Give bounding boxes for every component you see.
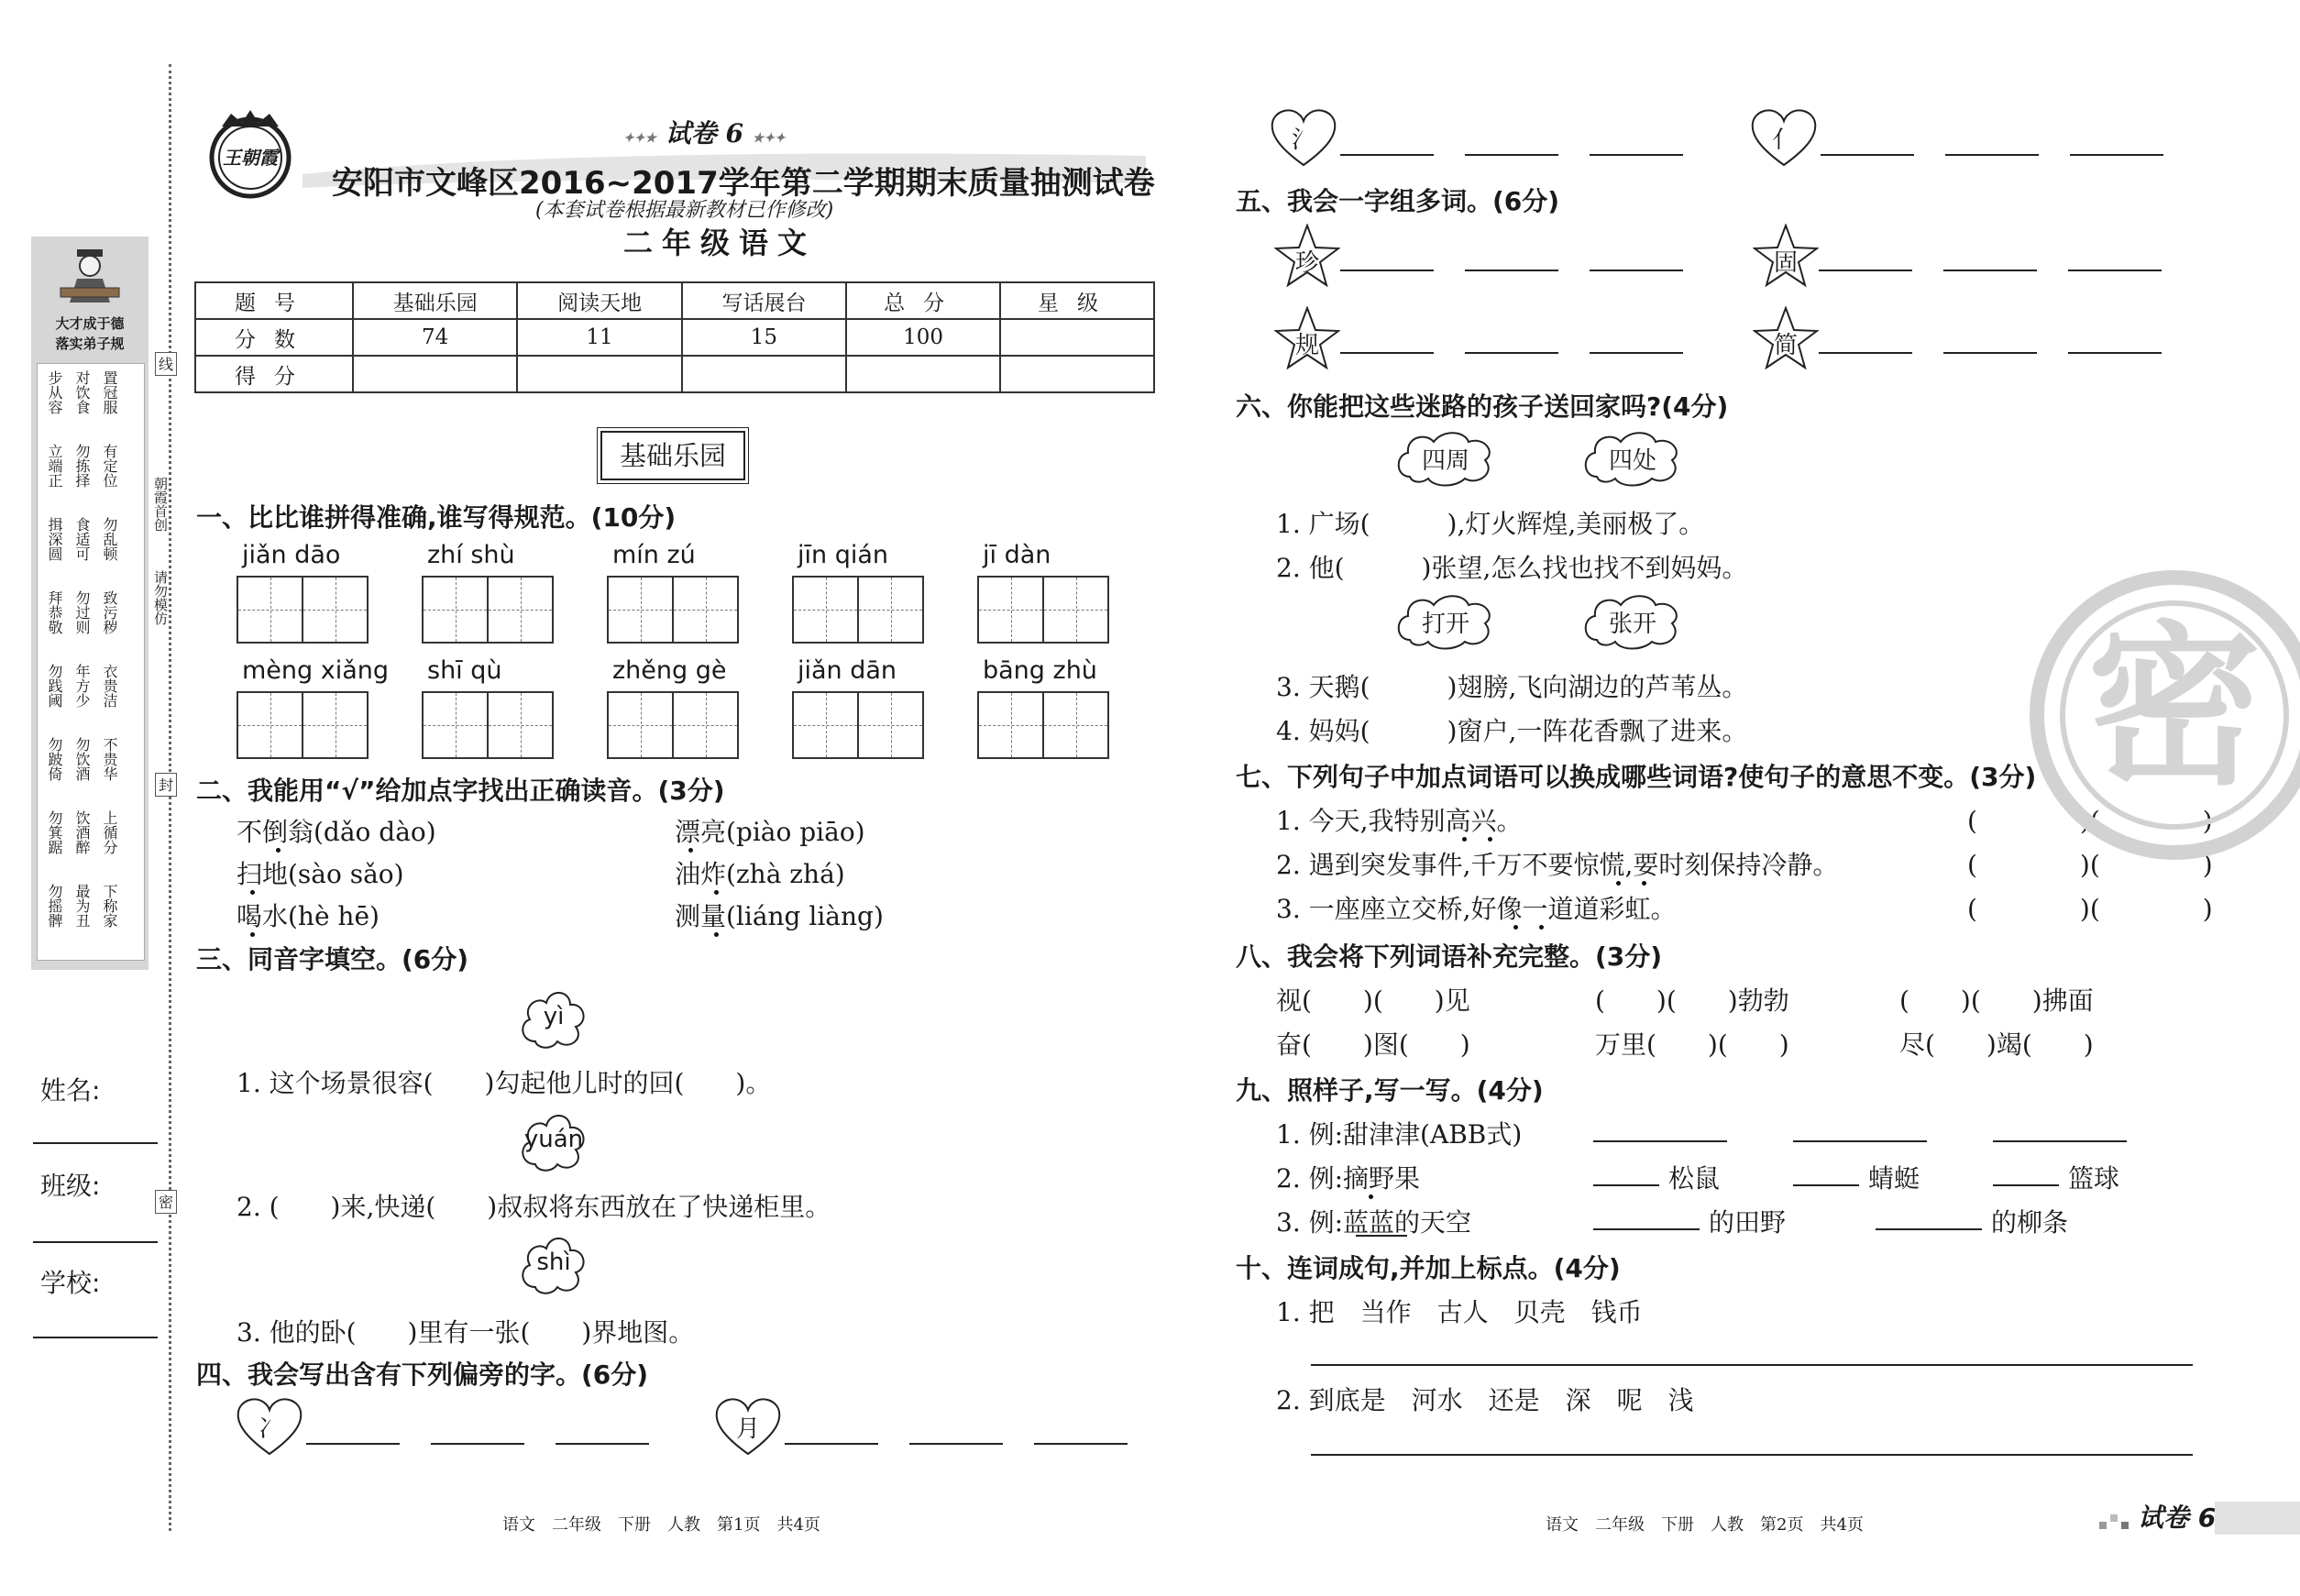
star-char: 简 bbox=[1773, 332, 1798, 359]
rule-column: 立端正 bbox=[46, 444, 63, 488]
grid-cell[interactable] bbox=[238, 578, 303, 642]
rule-column: 下称家 bbox=[101, 884, 118, 928]
q6-line: 1. 广场( ),灯火辉煌,美丽极了。 bbox=[1276, 509, 1705, 539]
q6-line: 2. 他( )张望,怎么找也找不到妈妈。 bbox=[1276, 553, 1748, 583]
q4-answer-blank[interactable] bbox=[1945, 152, 2039, 156]
q9-example: 1. 例:甜津津(ABB式) bbox=[1276, 1119, 1523, 1150]
q9-blank[interactable] bbox=[1993, 1183, 2059, 1186]
th-basics: 基础乐园 bbox=[353, 282, 517, 319]
q4-answer-blank[interactable] bbox=[306, 1441, 400, 1445]
q4-title: 四、我会写出含有下列偏旁的字。(6分) bbox=[196, 1359, 649, 1390]
q2-item: 漂亮(piào piāo) bbox=[675, 817, 865, 847]
grid-cell[interactable] bbox=[303, 693, 367, 757]
rule-column: 衣贵洁 bbox=[101, 664, 118, 708]
cloud-bubble bbox=[517, 983, 590, 1056]
q8-item: ( )( )拂面 bbox=[1899, 985, 2094, 1016]
q9-word: 的柳条 bbox=[1991, 1207, 2069, 1238]
name-field[interactable] bbox=[33, 1140, 158, 1144]
q2-item: 测量(liáng liàng) bbox=[675, 901, 884, 931]
q6-title: 六、你能把这些迷路的孩子送回家吗?(4分) bbox=[1236, 391, 1729, 422]
footer-right: 语文 二年级 下册 人教 第2页 共4页 bbox=[1546, 1515, 1864, 1535]
pinyin-label: jiǎn dān bbox=[798, 656, 897, 685]
grid-cell[interactable] bbox=[489, 578, 552, 642]
q9-word: 篮球 bbox=[2068, 1163, 2120, 1194]
q9-blank[interactable] bbox=[1793, 1183, 1859, 1186]
heart-radical-box bbox=[1269, 106, 1338, 169]
q4-answer-blank[interactable] bbox=[909, 1441, 1003, 1445]
margin-mark-secret-text: 密 bbox=[158, 1194, 173, 1211]
pinyin-label: mín zú bbox=[612, 541, 696, 569]
q9-example: 3. 例:蓝蓝的天空 bbox=[1276, 1207, 1472, 1238]
grid-cell[interactable] bbox=[238, 693, 303, 757]
grade-subject: 二年级语文 bbox=[623, 226, 817, 260]
radical-text: 月 bbox=[735, 1415, 760, 1443]
q9-word: 的田野 bbox=[1709, 1207, 1787, 1238]
paper-tag bbox=[623, 114, 786, 150]
td-points-stars bbox=[1000, 319, 1154, 356]
q8-item: 万里( )( ) bbox=[1595, 1029, 1789, 1060]
score-table-got-row bbox=[195, 356, 1154, 392]
margin-mark-line bbox=[155, 352, 177, 376]
binding-line bbox=[169, 64, 171, 1531]
td-points-reading: 11 bbox=[517, 319, 681, 356]
grid-cell[interactable] bbox=[674, 693, 737, 757]
q5-answer-blank[interactable] bbox=[2068, 268, 2162, 271]
sidebar-motto-2: 落实弟子规 bbox=[55, 336, 125, 352]
rule-column: 勿箕踞 bbox=[46, 810, 63, 854]
writing-grid[interactable] bbox=[977, 691, 1109, 759]
section-badge: 基础乐园 bbox=[600, 431, 745, 480]
star-char-box bbox=[1753, 306, 1819, 370]
q5-answer-blank[interactable] bbox=[1590, 350, 1683, 354]
margin-mark-seal bbox=[155, 773, 177, 797]
sidebar-motto-panel bbox=[31, 237, 149, 970]
class-field[interactable] bbox=[33, 1239, 158, 1243]
q4-answer-blank[interactable] bbox=[1340, 152, 1434, 156]
q8-item: 奋( )图( ) bbox=[1276, 1029, 1470, 1060]
q3-line: 3. 他的卧( )里有一张( )界地图。 bbox=[237, 1317, 695, 1348]
q9-title: 九、照样子,写一写。(4分) bbox=[1236, 1075, 1544, 1106]
th-reading: 阅读天地 bbox=[517, 282, 681, 319]
scholar-icon bbox=[57, 248, 123, 306]
paper-tag-text: 试卷 6 bbox=[665, 118, 743, 149]
emphasis-dot bbox=[1513, 925, 1518, 930]
emphasis-dot bbox=[688, 848, 693, 853]
q8-item: ( )( )勃勃 bbox=[1595, 985, 1789, 1016]
word-cloud-text: 四处 bbox=[1608, 447, 1656, 475]
q9-blank[interactable] bbox=[1593, 1139, 1727, 1142]
class-label: 班级: bbox=[40, 1171, 101, 1201]
score-table bbox=[194, 281, 1155, 393]
cloud-pinyin: yuán bbox=[523, 1126, 584, 1153]
emphasis-dot bbox=[1462, 837, 1467, 842]
writing-grid[interactable] bbox=[237, 691, 369, 759]
rule-column: 勿跛倚 bbox=[46, 737, 63, 781]
word-cloud bbox=[1393, 427, 1498, 490]
rule-column: 勿拣择 bbox=[73, 444, 91, 488]
exam-subtitle: (本套试卷根据最新教材已作修改) bbox=[535, 199, 834, 222]
q9-word: 松鼠 bbox=[1668, 1163, 1721, 1194]
q2-item: 油炸(zhà zhá) bbox=[675, 859, 845, 889]
sidebar-motto-1: 大才成于德 bbox=[55, 315, 125, 332]
q7-line: 3. 一座座立交桥,好像一道道彩虹。 bbox=[1276, 894, 1677, 924]
q9-example: 2. 例:摘野果 bbox=[1276, 1163, 1421, 1194]
q4-answer-blank[interactable] bbox=[1821, 152, 1914, 156]
q5-answer-blank[interactable] bbox=[2068, 350, 2162, 354]
q5-answer-blank[interactable] bbox=[1340, 268, 1434, 271]
q4-answer-blank[interactable] bbox=[1590, 152, 1683, 156]
q10-item: 2. 到底是 河水 还是 深 呢 浅 bbox=[1276, 1385, 1694, 1415]
star-char: 固 bbox=[1773, 249, 1798, 277]
cloud-pinyin: shì bbox=[536, 1249, 571, 1276]
q5-answer-blank[interactable] bbox=[1340, 350, 1434, 354]
word-cloud-text: 张开 bbox=[1608, 611, 1656, 638]
q2-item: 喝水(hè hē) bbox=[237, 901, 380, 931]
q3-title: 三、同音字填空。(6分) bbox=[196, 944, 469, 974]
sidebar-rule-columns bbox=[42, 370, 141, 957]
td-got-label: 得分 bbox=[195, 356, 353, 392]
star-char-box bbox=[1274, 306, 1340, 370]
score-table-points-row bbox=[195, 319, 1154, 356]
q9-word: 蜻蜓 bbox=[1868, 1163, 1920, 1194]
rule-column: 饮酒醉 bbox=[73, 810, 91, 854]
q5-answer-blank[interactable] bbox=[1819, 268, 1912, 271]
q7-line: 2. 遇到突发事件,千万不要惊慌,要时刻保持冷静。 bbox=[1276, 850, 1839, 880]
q8-item: 视( )( )见 bbox=[1276, 985, 1470, 1016]
grid-cell[interactable] bbox=[979, 693, 1044, 757]
q9-blank[interactable] bbox=[1793, 1139, 1927, 1142]
td-got-reading[interactable] bbox=[517, 356, 681, 392]
q2-item: 扫地(sào sǎo) bbox=[237, 859, 404, 889]
star-char-box bbox=[1274, 224, 1340, 288]
grid-cell[interactable] bbox=[674, 578, 737, 642]
grid-cell[interactable] bbox=[609, 693, 674, 757]
emphasis-dot bbox=[276, 848, 281, 853]
q1-title: 一、比比谁拼得准确,谁写得规范。(10分) bbox=[196, 502, 677, 533]
rule-column: 上循分 bbox=[101, 810, 118, 854]
th-stars: 星级 bbox=[1000, 282, 1154, 319]
q7-answer[interactable]: ( )( ) bbox=[1967, 850, 2213, 880]
q7-answer[interactable]: ( )( ) bbox=[1967, 806, 2213, 836]
grid-cell[interactable] bbox=[979, 578, 1044, 642]
td-got-basics[interactable] bbox=[353, 356, 517, 392]
writing-grid[interactable] bbox=[792, 576, 924, 644]
writing-grid[interactable] bbox=[977, 576, 1109, 644]
pinyin-label: jīn qián bbox=[798, 541, 888, 569]
brand-logo-text: 王朝霞 bbox=[223, 147, 278, 169]
pinyin-label: bāng zhù bbox=[983, 656, 1097, 685]
footer-tag-bar bbox=[2215, 1502, 2300, 1535]
school-label: 学校: bbox=[40, 1268, 101, 1298]
rule-column: 揖深圆 bbox=[46, 517, 63, 561]
grid-cell[interactable] bbox=[859, 578, 922, 642]
pinyin-label: shī qù bbox=[427, 656, 502, 685]
pinyin-label: zhí shù bbox=[427, 541, 515, 569]
q4-answer-blank[interactable] bbox=[785, 1441, 878, 1445]
rule-column: 勿饮酒 bbox=[73, 737, 91, 781]
td-points-writing: 15 bbox=[682, 319, 846, 356]
q2-title: 二、我能用“√”给加点字找出正确读音。(3分) bbox=[196, 776, 725, 806]
grid-cell[interactable] bbox=[609, 578, 674, 642]
rule-column: 对饮食 bbox=[73, 370, 91, 414]
exam-title: 安阳市文峰区2016~2017学年第二学期期末质量抽测试卷 bbox=[332, 165, 1155, 202]
q9-blank[interactable] bbox=[1876, 1227, 1982, 1230]
rule-column: 不贵华 bbox=[101, 737, 118, 781]
q5-answer-blank[interactable] bbox=[1590, 268, 1683, 271]
radical-text: 亻 bbox=[1771, 127, 1796, 154]
q5-answer-blank[interactable] bbox=[1943, 350, 2037, 354]
q9-blank[interactable] bbox=[1593, 1183, 1659, 1186]
tag-stars-right: ★✦✦ bbox=[752, 131, 786, 146]
grid-cell[interactable] bbox=[1044, 578, 1107, 642]
q6-line: 4. 妈妈( )窗户,一阵花香飘了进来。 bbox=[1276, 716, 1748, 746]
pinyin-label: jiǎn dāo bbox=[242, 541, 341, 569]
q10-answer-line[interactable] bbox=[1311, 1362, 2193, 1366]
emphasis-dot bbox=[714, 932, 719, 937]
rule-column: 有定位 bbox=[101, 444, 118, 488]
q7-answer[interactable]: ( )( ) bbox=[1967, 894, 2213, 924]
margin-mark-seal-text: 封 bbox=[158, 776, 173, 794]
cloud-pinyin: yì bbox=[543, 1003, 565, 1030]
word-cloud bbox=[1580, 590, 1685, 653]
q3-line: 1. 这个场景很容( )勾起他儿时的回( )。 bbox=[237, 1068, 772, 1098]
footer-left: 语文 二年级 下册 人教 第1页 共4页 bbox=[502, 1515, 820, 1535]
q7-title: 七、下列句子中加点词语可以换成哪些词语?使句子的意思不变。(3分) bbox=[1236, 762, 2037, 792]
q4-answer-blank[interactable] bbox=[556, 1441, 649, 1445]
emphasis-dot bbox=[1488, 837, 1492, 842]
word-cloud-text: 四周 bbox=[1421, 447, 1469, 475]
rule-column: 食适可 bbox=[73, 517, 91, 561]
td-got-writing[interactable] bbox=[682, 356, 846, 392]
emphasis-dot bbox=[250, 932, 255, 937]
emphasis-dot bbox=[1539, 925, 1544, 930]
pinyin-label: jī dàn bbox=[983, 541, 1051, 569]
brand-logo bbox=[194, 108, 306, 200]
pinyin-label: mèng xiǎng bbox=[242, 656, 390, 685]
q4-answer-blank[interactable] bbox=[1465, 152, 1558, 156]
grid-cell[interactable] bbox=[859, 693, 922, 757]
td-points-label: 分数 bbox=[195, 319, 353, 356]
star-char: 规 bbox=[1294, 332, 1319, 359]
vertical-note-1: 朝霞首创 bbox=[152, 477, 169, 532]
th-number: 题号 bbox=[195, 282, 353, 319]
q2-item: 不倒翁(dǎo dào) bbox=[237, 817, 436, 847]
grid-cell[interactable] bbox=[424, 693, 489, 757]
name-label: 姓名: bbox=[40, 1075, 101, 1106]
margin-mark-line-text: 线 bbox=[158, 356, 173, 373]
rule-column: 勿摇髀 bbox=[46, 884, 63, 928]
q9-blank[interactable] bbox=[1993, 1139, 2127, 1142]
q5-answer-blank[interactable] bbox=[1465, 268, 1558, 271]
writing-grid[interactable] bbox=[607, 691, 739, 759]
cloud-bubble bbox=[517, 1228, 590, 1302]
writing-grid[interactable] bbox=[422, 576, 554, 644]
q4-answer-blank[interactable] bbox=[1034, 1441, 1128, 1445]
q5-answer-blank[interactable] bbox=[1819, 350, 1912, 354]
secret-seal-text: 密 bbox=[2086, 606, 2261, 809]
word-cloud bbox=[1580, 427, 1685, 490]
school-field[interactable] bbox=[33, 1335, 158, 1338]
rule-column: 步从容 bbox=[46, 370, 63, 414]
q10-item: 1. 把 当作 古人 贝壳 钱币 bbox=[1276, 1297, 1643, 1327]
q4-answer-blank[interactable] bbox=[2070, 152, 2163, 156]
q5-answer-blank[interactable] bbox=[1465, 350, 1558, 354]
heart-radical-box bbox=[713, 1395, 783, 1458]
td-got-stars[interactable] bbox=[1000, 356, 1154, 392]
footer-tag: 试卷 6 bbox=[2138, 1502, 2217, 1533]
secret-seal bbox=[2028, 568, 2300, 862]
q8-title: 八、我会将下列词语补充完整。(3分) bbox=[1236, 941, 1663, 972]
emphasis-dot bbox=[714, 890, 719, 895]
pinyin-label: zhěng gè bbox=[612, 656, 727, 685]
writing-grid[interactable] bbox=[422, 691, 554, 759]
word-cloud bbox=[1393, 590, 1498, 653]
td-points-basics: 74 bbox=[353, 319, 517, 356]
q6-line: 3. 天鹅( )翅膀,飞向湖边的芦苇丛。 bbox=[1276, 672, 1748, 702]
q4-answer-blank[interactable] bbox=[431, 1441, 524, 1445]
tag-stars-left: ✦✦★ bbox=[623, 131, 657, 146]
grid-cell[interactable] bbox=[794, 693, 859, 757]
writing-grid[interactable] bbox=[792, 691, 924, 759]
rule-column: 最为丑 bbox=[73, 884, 91, 928]
rule-column: 勿践阈 bbox=[46, 664, 63, 708]
emphasis-dot bbox=[1616, 881, 1621, 886]
emphasis-underline bbox=[1356, 1235, 1407, 1237]
rule-column: 置冠服 bbox=[101, 370, 118, 414]
radical-text: 氵 bbox=[1291, 127, 1315, 154]
td-points-total: 100 bbox=[846, 319, 1000, 356]
rule-column: 勿过则 bbox=[73, 590, 91, 634]
rule-column: 年方少 bbox=[73, 664, 91, 708]
th-total: 总分 bbox=[846, 282, 1000, 319]
word-cloud-text: 打开 bbox=[1421, 611, 1469, 638]
emphasis-dot bbox=[1642, 881, 1646, 886]
grid-cell[interactable] bbox=[489, 693, 552, 757]
radical-text: 冫 bbox=[257, 1415, 281, 1443]
q10-title: 十、连词成句,并加上标点。(4分) bbox=[1236, 1253, 1621, 1283]
q9-blank[interactable] bbox=[1593, 1227, 1700, 1230]
th-writing: 写话展台 bbox=[682, 282, 846, 319]
q5-title: 五、我会一字组多词。(6分) bbox=[1236, 186, 1560, 216]
q7-line: 1. 今天,我特别高兴。 bbox=[1276, 806, 1523, 836]
rule-column: 勿乱顿 bbox=[101, 517, 118, 561]
grid-cell[interactable] bbox=[1044, 693, 1107, 757]
heart-radical-box bbox=[1749, 106, 1819, 169]
margin-mark-secret bbox=[155, 1190, 177, 1214]
writing-grid[interactable] bbox=[237, 576, 369, 644]
heart-radical-box bbox=[235, 1395, 304, 1458]
score-table-header-row bbox=[195, 282, 1154, 319]
q5-answer-blank[interactable] bbox=[1943, 268, 2037, 271]
cloud-bubble bbox=[517, 1106, 590, 1179]
grid-cell[interactable] bbox=[424, 578, 489, 642]
emphasis-dot bbox=[1369, 1194, 1373, 1199]
q8-item: 尽( )竭( ) bbox=[1899, 1029, 2094, 1060]
star-char-box bbox=[1753, 224, 1819, 288]
emphasis-dot bbox=[250, 890, 255, 895]
footer-tag-squares bbox=[2099, 1509, 2132, 1531]
vertical-note-2: 请勿模仿 bbox=[152, 570, 169, 625]
rule-column: 致污秽 bbox=[101, 590, 118, 634]
q10-answer-line[interactable] bbox=[1311, 1452, 2193, 1456]
grid-cell[interactable] bbox=[794, 578, 859, 642]
td-got-total[interactable] bbox=[846, 356, 1000, 392]
rule-column: 拜恭敬 bbox=[46, 590, 63, 634]
q3-line: 2. ( )来,快递( )叔叔将东西放在了快递柜里。 bbox=[237, 1192, 831, 1222]
writing-grid[interactable] bbox=[607, 576, 739, 644]
grid-cell[interactable] bbox=[303, 578, 367, 642]
star-char: 珍 bbox=[1294, 249, 1319, 277]
